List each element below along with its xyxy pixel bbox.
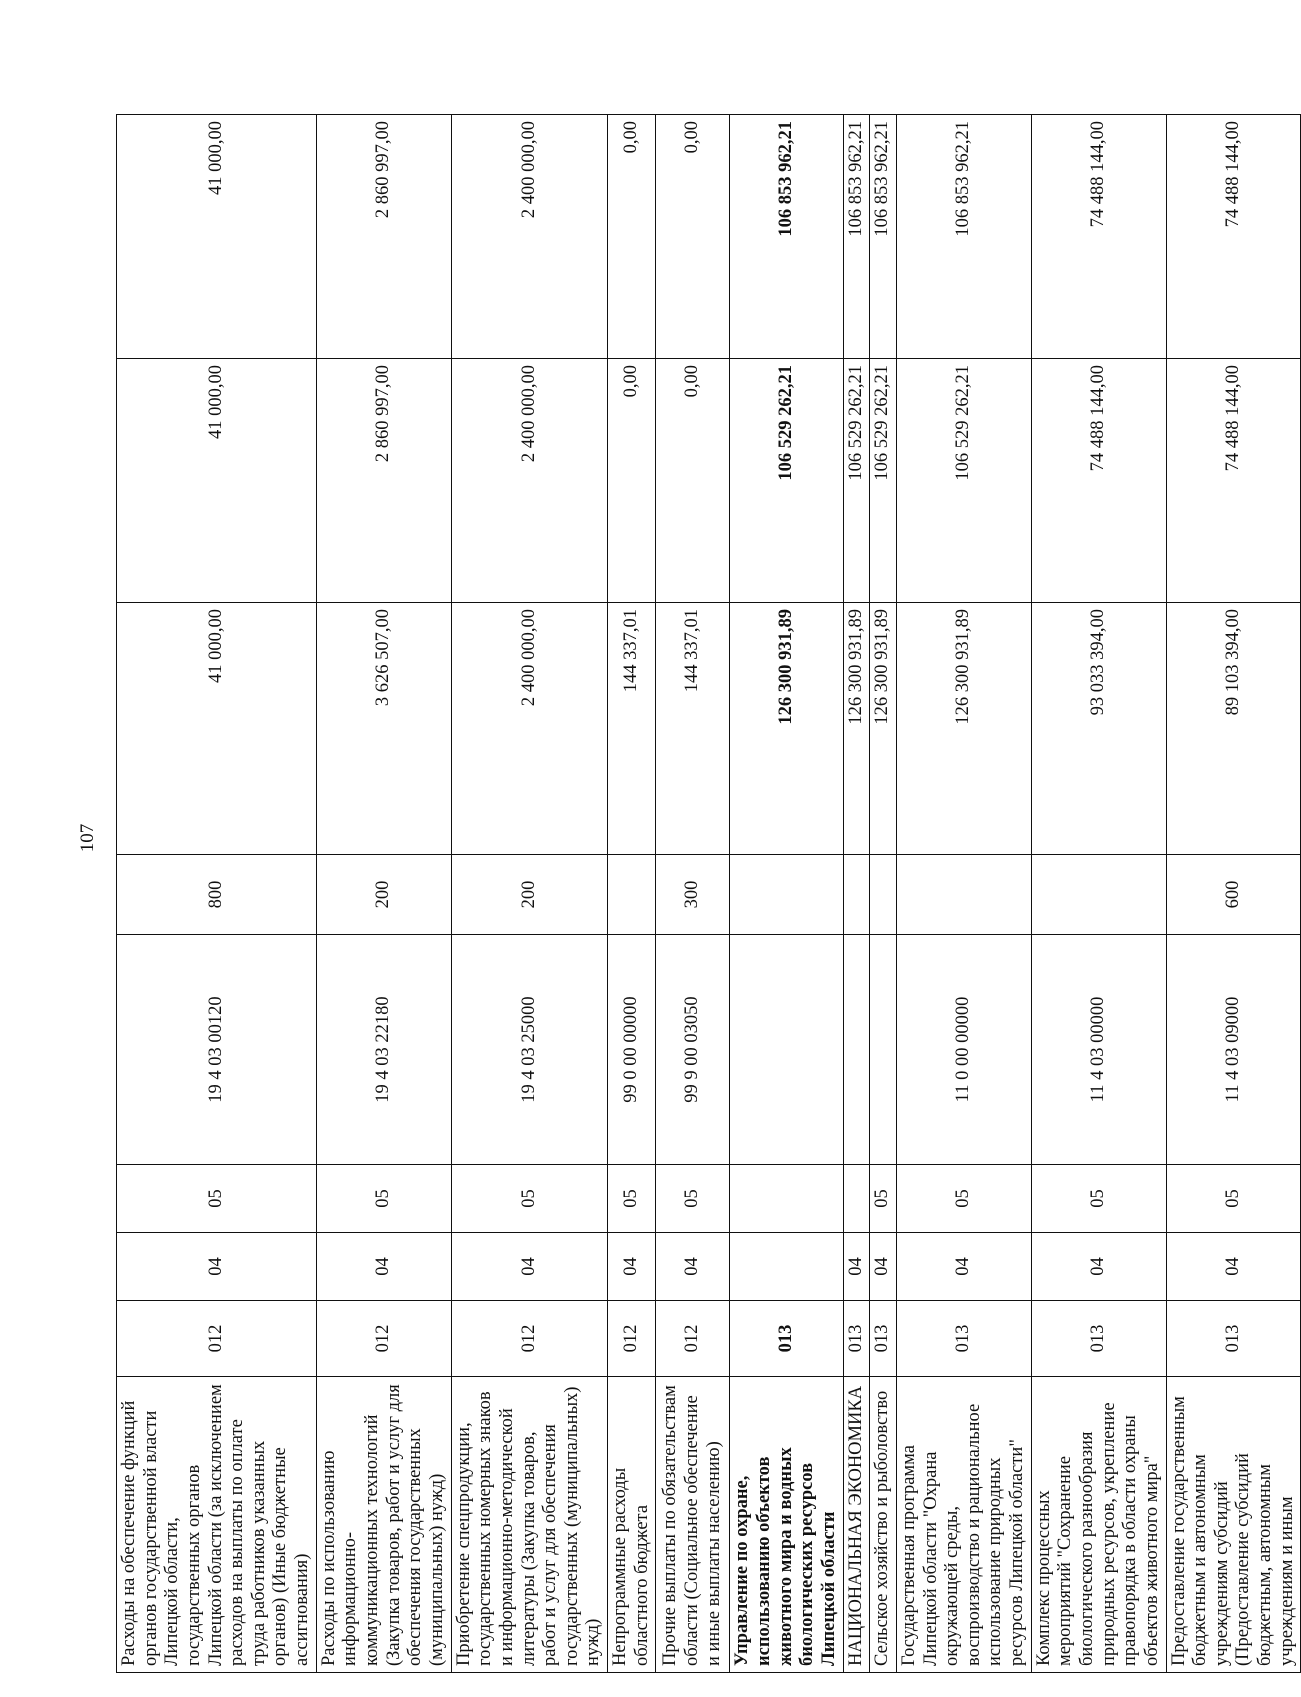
- amount-year-1: 3 626 507,00: [316, 603, 451, 855]
- table-row: [451, 115, 607, 1673]
- amount-year-1: 144 337,01: [608, 603, 656, 855]
- amount-year-1: 2 400 000,00: [451, 603, 607, 855]
- expense-type-code: 200: [451, 855, 607, 935]
- rotated-table-wrapper: [116, 115, 1297, 1673]
- row-name: Расходы на обеспечение функций органов государственной власти Липецкой области, государственных органов Липецкой области (за исключением расходов на выплаты по оплате труда работников указанных органов) (Иные бюджетные ассигнования): [117, 1377, 317, 1673]
- amount-year-3: 74 488 144,00: [1031, 115, 1166, 359]
- expense-type-code: [896, 855, 1031, 935]
- ved-code: 013: [870, 1301, 897, 1377]
- page-number: 107: [77, 823, 98, 853]
- section-code: 04: [656, 1233, 730, 1301]
- ved-code: 013: [843, 1301, 870, 1377]
- table-row: [896, 115, 1031, 1673]
- amount-year-2: 41 000,00: [117, 359, 317, 603]
- subsection-code: 05: [870, 1165, 897, 1233]
- subsection-code: 05: [451, 1165, 607, 1233]
- subsection-code: 05: [1031, 1165, 1166, 1233]
- ved-code: 013: [1031, 1301, 1166, 1377]
- amount-year-3: 106 853 962,21: [896, 115, 1031, 359]
- table-row: [730, 115, 843, 1673]
- expense-type-code: 300: [656, 855, 730, 935]
- ved-code: 012: [117, 1301, 317, 1377]
- amount-year-2: 106 529 262,21: [843, 359, 870, 603]
- expense-type-code: [870, 855, 897, 935]
- section-code: 04: [1031, 1233, 1166, 1301]
- ved-code: 013: [896, 1301, 1031, 1377]
- subsection-code: 05: [117, 1165, 317, 1233]
- target-article-code: 11 4 03 09000: [1166, 935, 1301, 1165]
- amount-year-3: 0,00: [656, 115, 730, 359]
- expense-type-code: 800: [117, 855, 317, 935]
- target-article-code: 99 9 00 03050: [656, 935, 730, 1165]
- budget-table: [116, 114, 1301, 1673]
- amount-year-1: 126 300 931,89: [843, 603, 870, 855]
- subsection-code: 05: [608, 1165, 656, 1233]
- subsection-code: 05: [316, 1165, 451, 1233]
- ved-code: 012: [451, 1301, 607, 1377]
- section-code: [730, 1233, 843, 1301]
- target-article-code: 99 0 00 00000: [608, 935, 656, 1165]
- target-article-code: 19 4 03 25000: [451, 935, 607, 1165]
- row-name: Комплекс процессных мероприятий "Сохранение биологического разнообразия природных ресурсов, укрепление правопорядка в области охраны объектов животного мира": [1031, 1377, 1166, 1673]
- amount-year-2: 0,00: [656, 359, 730, 603]
- ved-code: 012: [608, 1301, 656, 1377]
- table-row: [843, 115, 870, 1673]
- table-body: [117, 115, 1301, 1673]
- subsection-code: [730, 1165, 843, 1233]
- target-article-code: [843, 935, 870, 1165]
- target-article-code: 19 4 03 22180: [316, 935, 451, 1165]
- table-row: [656, 115, 730, 1673]
- table-row: [1031, 115, 1166, 1673]
- table-row: [316, 115, 451, 1673]
- amount-year-3: 2 400 000,00: [451, 115, 607, 359]
- expense-type-code: 200: [316, 855, 451, 935]
- row-name: Государственная программа Липецкой области "Охрана окружающей среды, воспроизводство и рациональное использование природных ресурсов Липецкой области": [896, 1377, 1031, 1673]
- expense-type-code: [608, 855, 656, 935]
- amount-year-3: 41 000,00: [117, 115, 317, 359]
- section-code: 04: [896, 1233, 1031, 1301]
- row-name: Расходы по использованию информационно-коммуникационных технологий (Закупка товаров, работ и услуг для обеспечения государственных (муниципальных) нужд): [316, 1377, 451, 1673]
- amount-year-3: 0,00: [608, 115, 656, 359]
- row-name: Сельское хозяйство и рыболовство: [870, 1377, 897, 1673]
- subsection-code: 05: [1166, 1165, 1301, 1233]
- ved-code: 013: [1166, 1301, 1301, 1377]
- amount-year-1: 126 300 931,89: [896, 603, 1031, 855]
- amount-year-2: 0,00: [608, 359, 656, 603]
- amount-year-2: 74 488 144,00: [1031, 359, 1166, 603]
- amount-year-1: 93 033 394,00: [1031, 603, 1166, 855]
- row-name: Предоставление государственным бюджетным и автономным учреждениям субсидий (Предоставление субсидий бюджетным, автономным учреждениям и иным: [1166, 1377, 1301, 1673]
- amount-year-1: 126 300 931,89: [870, 603, 897, 855]
- amount-year-1: 126 300 931,89: [730, 603, 843, 855]
- ved-code: 012: [656, 1301, 730, 1377]
- target-article-code: 11 0 00 00000: [896, 935, 1031, 1165]
- section-code: 04: [117, 1233, 317, 1301]
- target-article-code: [730, 935, 843, 1165]
- amount-year-3: 106 853 962,21: [843, 115, 870, 359]
- amount-year-2: 106 529 262,21: [870, 359, 897, 603]
- section-code: 04: [843, 1233, 870, 1301]
- amount-year-1: 144 337,01: [656, 603, 730, 855]
- section-code: 04: [451, 1233, 607, 1301]
- section-code: 04: [870, 1233, 897, 1301]
- subsection-code: [843, 1165, 870, 1233]
- amount-year-3: 106 853 962,21: [870, 115, 897, 359]
- ved-code: 012: [316, 1301, 451, 1377]
- table-row: [870, 115, 897, 1673]
- section-code: 04: [316, 1233, 451, 1301]
- table-row: [117, 115, 317, 1673]
- expense-type-code: [730, 855, 843, 935]
- amount-year-2: 106 529 262,21: [730, 359, 843, 603]
- table-row: [1166, 115, 1301, 1673]
- expense-type-code: [1031, 855, 1166, 935]
- amount-year-2: 74 488 144,00: [1166, 359, 1301, 603]
- target-article-code: 19 4 03 00120: [117, 935, 317, 1165]
- target-article-code: 11 4 03 00000: [1031, 935, 1166, 1165]
- amount-year-3: 2 860 997,00: [316, 115, 451, 359]
- amount-year-1: 89 103 394,00: [1166, 603, 1301, 855]
- row-name: Непрограммные расходы областного бюджета: [608, 1377, 656, 1673]
- expense-type-code: 600: [1166, 855, 1301, 935]
- section-code: 04: [608, 1233, 656, 1301]
- ved-code: 013: [730, 1301, 843, 1377]
- expense-type-code: [843, 855, 870, 935]
- row-name: НАЦИОНАЛЬНАЯ ЭКОНОМИКА: [843, 1377, 870, 1673]
- amount-year-2: 106 529 262,21: [896, 359, 1031, 603]
- amount-year-2: 2 400 000,00: [451, 359, 607, 603]
- amount-year-3: 106 853 962,21: [730, 115, 843, 359]
- row-name: Приобретение спецпродукции, государственных номерных знаков и информационно-методической литературы (Закупка товаров, работ и услуг для обеспечения государственных (муниципальных) нужд): [451, 1377, 607, 1673]
- section-code: 04: [1166, 1233, 1301, 1301]
- subsection-code: 05: [896, 1165, 1031, 1233]
- amount-year-1: 41 000,00: [117, 603, 317, 855]
- row-name: Управление по охране, использованию объектов животного мира и водных биологических ресурсов Липецкой области: [730, 1377, 843, 1673]
- subsection-code: 05: [656, 1165, 730, 1233]
- amount-year-2: 2 860 997,00: [316, 359, 451, 603]
- amount-year-3: 74 488 144,00: [1166, 115, 1301, 359]
- table-row: [608, 115, 656, 1673]
- target-article-code: [870, 935, 897, 1165]
- row-name: Прочие выплаты по обязательствам области (Социальное обеспечение и иные выплаты населению): [656, 1377, 730, 1673]
